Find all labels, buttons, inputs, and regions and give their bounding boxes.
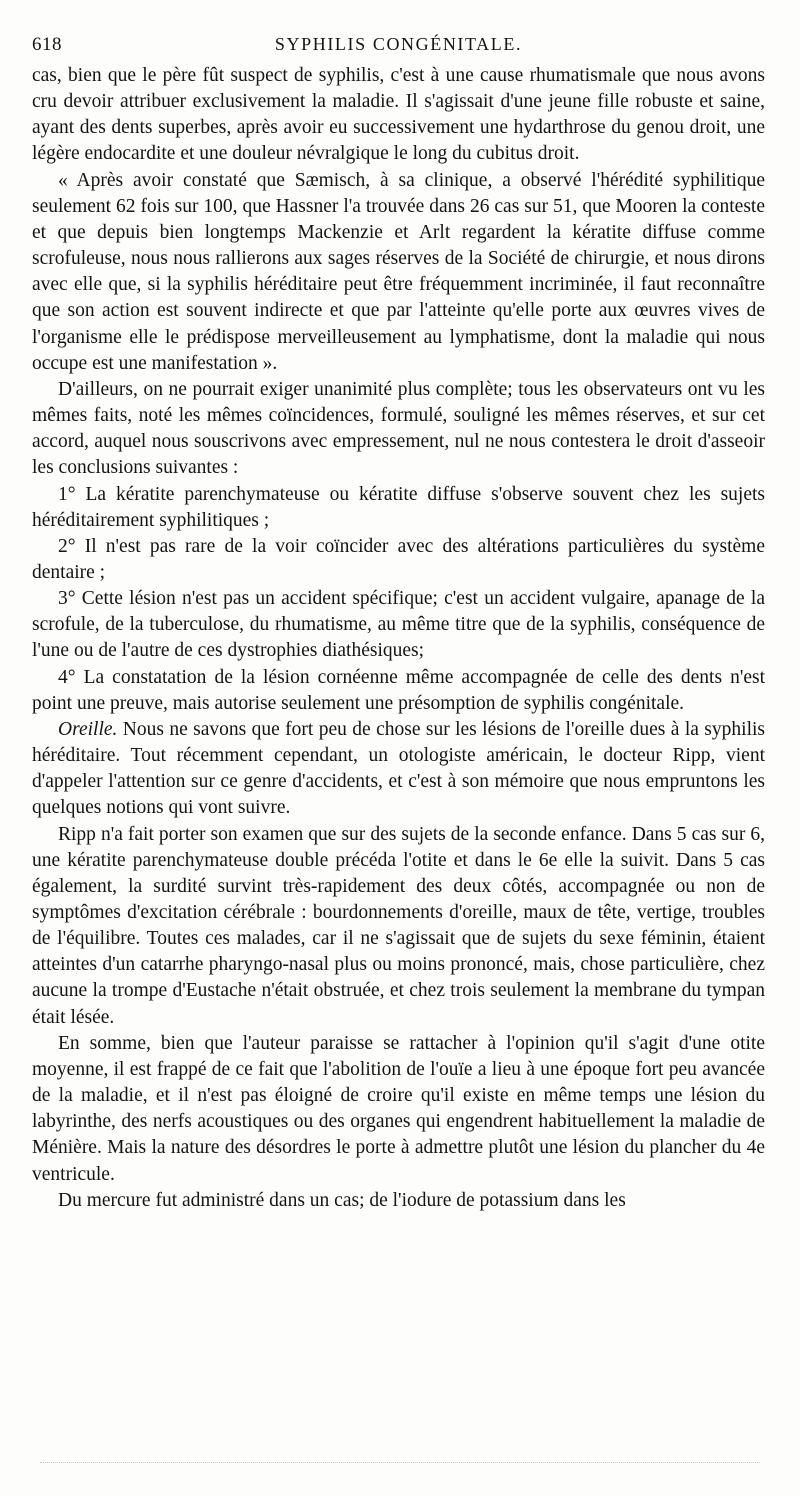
paragraph-text: « Après avoir constaté que Sæmisch, à sa clinique, a observé l'hérédité syphilitique seulement 62 fois sur 100, que Hassner l'a trouvée dans 26 cas sur 51, que Mooren la conteste et que depuis bien longtemps Mackenzie et Arlt regardent la kératite diffuse comme scrofuleuse, nous nous rallierons aux sages réserves de la Société de chirurgie, et nous dirons avec elle que, si la syphilis héréditaire peut être fréquemment incriminée, il faut reconnaître que son action est souvent indirecte et que par l'atteinte qu'elle porte aux œuvres vives de l'organisme elle le prédispose merveilleusement au lymphatisme, dont la maladie qui nous occupe est une manifestation ».	[32, 169, 765, 374]
paragraph-text: 1° La kératite parenchymateuse ou kératite diffuse s'observe souvent chez les sujets héréditairement syphilitiques ;	[32, 483, 765, 531]
paragraph-text: 2° Il n'est pas rare de la voir coïncider avec des altérations particulières du système dentaire ;	[32, 535, 765, 583]
paragraph-consensus	[32, 377, 765, 482]
paragraph-treatment	[32, 1188, 765, 1214]
conclusion-item	[32, 482, 765, 534]
paragraph-text: 4° La constatation de la lésion cornéenne même accompagnée de celle des dents n'est point une preuve, mais autorise seulement une présomption de syphilis congénitale.	[32, 666, 765, 714]
paragraph-text: Du mercure fut administré dans un cas; de l'iodure de potassium dans les	[58, 1189, 626, 1211]
paragraph-text: Nous ne savons que fort peu de chose sur les lésions de l'oreille dues à la syphilis héréditaire. Tout récemment cependant, un otologiste américain, le docteur Ripp, vient d'appeler l'attention sur ce genre d'accidents, et c'est à son mémoire que nous empruntons les quelques notions qui vont suivre.	[32, 718, 765, 819]
paragraph-quotation	[32, 168, 765, 377]
conclusion-item	[32, 665, 765, 717]
paragraph-ripp	[32, 822, 765, 1031]
section-lead-in: Oreille.	[58, 718, 118, 740]
conclusion-item	[32, 586, 765, 664]
body-text	[32, 63, 765, 1214]
scan-artifact-line	[40, 1462, 760, 1464]
paragraph-oreille	[32, 717, 765, 822]
paragraph-text: En somme, bien que l'auteur paraisse se rattacher à l'opinion qu'il s'agit d'une otite moyenne, il est frappé de ce fait que l'abolition de l'ouïe a lieu à une époque fort peu avancée de la maladie, et il n'est pas éloigné de croire qu'il existe en même temps une lésion du labyrinthe, des nerfs acoustiques ou des organes qui engendrent habituellement la maladie de Ménière. Mais la nature des désordres le porte à admettre plutôt une lésion du plancher du 4e ventricule.	[32, 1032, 765, 1185]
running-title: SYPHILIS CONGÉNITALE.	[274, 34, 523, 54]
paragraph-summary	[32, 1031, 765, 1188]
paragraph-continuation	[32, 63, 765, 168]
page-number: 618	[32, 34, 62, 55]
running-header	[32, 34, 765, 60]
paragraph-text: D'ailleurs, on ne pourrait exiger unanimité plus complète; tous les observateurs ont vu les mêmes faits, noté les mêmes coïncidences, formulé, souligné les mêmes réserves, et sur cet accord, auquel nous souscrivons avec empressement, nul ne nous contestera le droit d'asseoir les conclusions suivantes :	[32, 378, 765, 479]
paragraph-text: cas, bien que le père fût suspect de syphilis, c'est à une cause rhumatismale que nous avons cru devoir attribuer exclusivement la maladie. Il s'agissait d'une jeune fille robuste et saine, ayant des dents superbes, après avoir eu successivement une hydarthrose du genou droit, une légère endocardite et une douleur névralgique le long du cubitus droit.	[32, 65, 765, 165]
paragraph-text: Ripp n'a fait porter son examen que sur des sujets de la seconde enfance. Dans 5 cas sur 6, une kératite parenchymateuse double précéda l'otite et dans le 6e elle la suivit. Dans 5 cas également, la surdité survint très-rapidement des deux côtés, accompagnée ou non de symptômes d'excitation cérébrale : bourdonnements d'oreille, maux de tête, vertige, troubles de l'équilibre. Toutes ces malades, car il ne s'agissait que de sujets du sexe féminin, étaient atteintes d'un catarrhe pharyngo-nasal plus ou moins prononcé, mais, chose particulière, chez aucune la trompe d'Eustache n'était obstruée, et chez trois seulement la membrane du tympan était lésée.	[32, 823, 765, 1028]
conclusion-item	[32, 534, 765, 586]
paragraph-text: 3° Cette lésion n'est pas un accident spécifique; c'est un accident vulgaire, apanage de la scrofule, de la tuberculose, du rhumatisme, au même titre que de la syphilis, conséquence de l'une ou de l'autre de ces dystrophies diathésiques;	[32, 588, 765, 662]
